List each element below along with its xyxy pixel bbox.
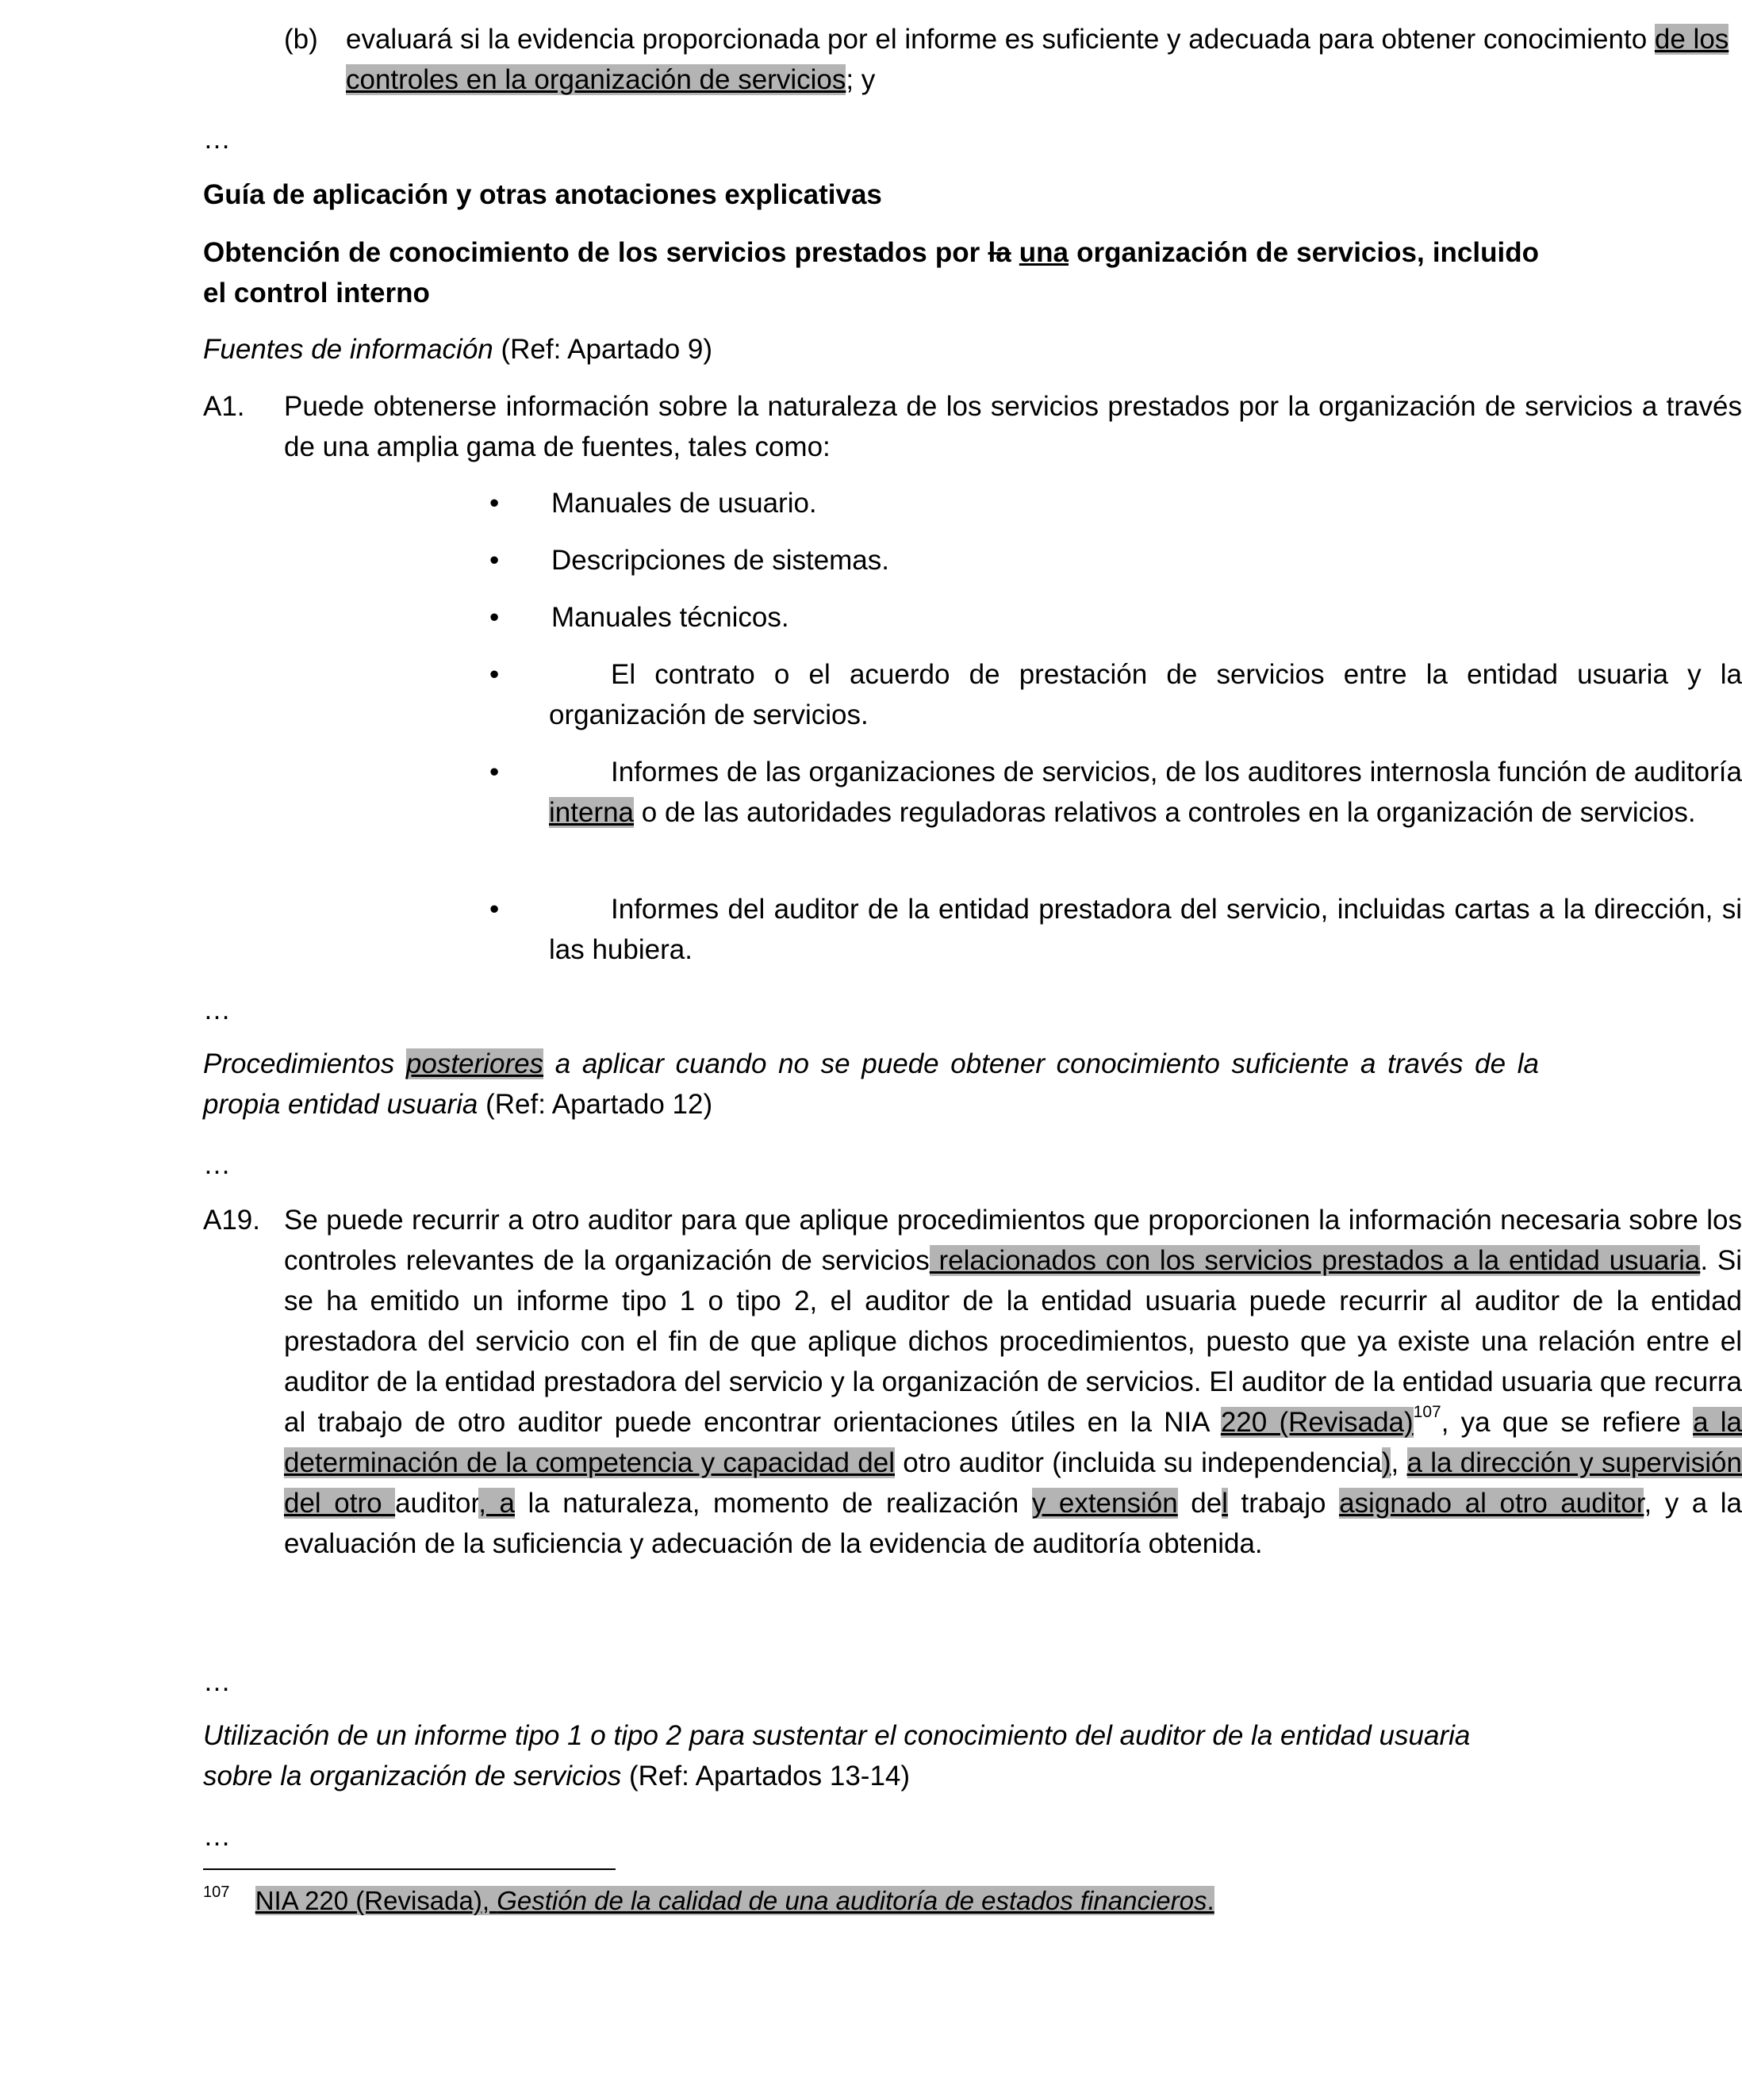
ellipsis-4: … — [203, 1666, 231, 1697]
bullet-dot: • — [489, 757, 500, 788]
footnote — [203, 1881, 1214, 1921]
heading-main: Guía de aplicación y otras anotaciones explicativas — [203, 179, 882, 210]
ellipsis-1: … — [203, 124, 231, 155]
utilization-heading: Utilización de un informe tipo 1 o tipo 2 para sustentar el conocimiento del auditor de la entidad usuaria sobre la organización de servicios (Ref: Apartados 13-14) — [203, 1720, 1471, 1792]
footnote-ref[interactable]: 107 — [1413, 1403, 1441, 1421]
document-page: (b) evaluará si la evidencia proporcionada por el informe es suficiente y adecuada para obtener conocimiento de los controles en la organización de servicios; y … Guía de aplicación y otras anotaciones explicativas Obtención de conocimiento de los servicios prestados por la una organización de servicios, incluido el control interno Fuentes de información (Ref: Apartado 9) A1. Puede obtenerse información sobre la naturaleza de los servicios prestados por la organización de servicios a través de una amplia gama de fuentes, tales como: • Manuales de usuario. • Descripciones de sistemas. • Manuales técnicos. • El contrato o el acuerdo de prestación de servicios entre la entidad usuaria y la organización de servicios. • Informes de las organizaciones de servicios, de los auditores internosla función de auditoría interna o de las autoridades reguladoras relativos a controles en la organización de servicios. • Informes del auditor de la entidad prestadora del servicio, incluidas cartas a la dirección, si las hubiera. … Procedimientos posteriores a aplicar cuando no se puede obtener conocimiento suficiente a través de la propia entidad usuaria (Ref: Apartado 12) … A19. Se puede recurrir a otro auditor para que aplique procedimientos que proporcionen la información necesaria sobre los controles relevantes de la organización de servicios relacionados con los servicios prestados a la entidad usuaria. Si se ha emitido un informe tipo 1 o tipo 2, el auditor de la entidad usuaria puede recurrir al auditor de la entidad prestadora del servicio con el fin de que aplique dichos procedimientos, puesto que ya existe una relación entre el auditor de la entidad prestadora del servicio y la organización de servicios. El auditor de la entidad usuaria que recurra al trabajo de otro auditor puede encontrar orientaciones útiles en la NIA 220 (Revisada)$^{107}$, ya que se refiere a la determinación de la competencia y capacidad del otro auditor (incluida su independencia), a la dirección y supervisión del otro auditor, a la naturaleza, momento de realización y extensión del trabajo asignado al otro auditor, y a la evaluación de la suficiencia y adecuación de la evidencia de auditoría obtenida. … Utilización de un informe tipo 1 o tipo 2 para sustentar el conocimiento del auditor de la entidad usuaria sobre la organización de servicios (Ref: Apartados 13-14) … $^{107}$ NIA 220 (Revisada), Gestión de la calidad de una auditoría de estados financieros. — [0, 0, 1686, 2100]
item-b-label: (b) — [284, 24, 318, 55]
highlighted-insertion: de los controles en la organización de servicios — [346, 24, 1729, 95]
heading-sub: Obtención de conocimiento de los servicios prestados por la una organización de servicios, incluido el control interno — [203, 237, 1539, 308]
deleted-text: la — [988, 237, 1011, 268]
ellipsis-2: … — [203, 994, 231, 1025]
bullet-dot: • — [489, 602, 500, 633]
bullet-dot: • — [489, 545, 500, 576]
footnote-highlight: NIA 220 (Revisada), Gestión de la calidad de una auditoría de estados financieros. — [255, 1886, 1214, 1915]
paragraph-text: Se puede recurrir a otro auditor para que aplique procedimientos que proporcionen la información necesaria sobre los controles relevantes de la organización de servicios relacionados con los servicios prestados a la entidad usuaria. Si se ha emitido un informe tipo 1 o tipo 2, el auditor de la entidad usuaria puede recurrir al auditor de la entidad prestadora del servicio con el fin de que aplique dichos procedimientos, puesto que ya existe una relación entre el auditor de la entidad prestadora del servicio y la organización de servicios. El auditor de la entidad usuaria que recurra al trabajo de otro auditor puede encontrar orientaciones útiles en la NIA 220 (Revisada)$^{107}$, ya que se refiere a la determinación de la competencia y capacidad del otro auditor (incluida su independencia), a la dirección y supervisión del otro auditor, a la naturaleza, momento de realización y extensión del trabajo asignado al otro auditor, y a la evaluación de la suficiencia y adecuación de la evidencia de auditoría obtenida. — [284, 1205, 1742, 1559]
footnote-separator — [203, 1868, 616, 1870]
item-b-text: evaluará si la evidencia proporcionada por el informe es suficiente y adecuada para obtener conocimiento de los controles en la organización de servicios; y — [346, 24, 1729, 95]
bullet-dot: • — [489, 894, 500, 925]
paragraph-text: Puede obtenerse información sobre la naturaleza de los servicios prestados por la organización de servicios a través de una amplia gama de fuentes, tales como: — [284, 391, 1742, 462]
ellipsis-5: … — [203, 1821, 231, 1852]
paragraph-number: A1. — [203, 391, 245, 422]
inserted-text: una — [1019, 237, 1069, 268]
bullet-dot: • — [489, 488, 500, 519]
procedures-heading: Procedimientos posteriores a aplicar cuando no se puede obtener conocimiento suficiente a través de la propia entidad usuaria (Ref: Apartado 12) — [203, 1048, 1539, 1120]
ellipsis-3: … — [203, 1149, 231, 1180]
paragraph-number: A19. — [203, 1205, 260, 1236]
sources-heading: Fuentes de información (Ref: Apartado 9) — [203, 334, 713, 365]
highlighted-insertion: interna — [549, 797, 635, 828]
footnote-number: 107 — [203, 1883, 230, 1901]
bullet-dot: • — [489, 659, 500, 690]
highlighted-insertion: posteriores — [405, 1048, 544, 1079]
